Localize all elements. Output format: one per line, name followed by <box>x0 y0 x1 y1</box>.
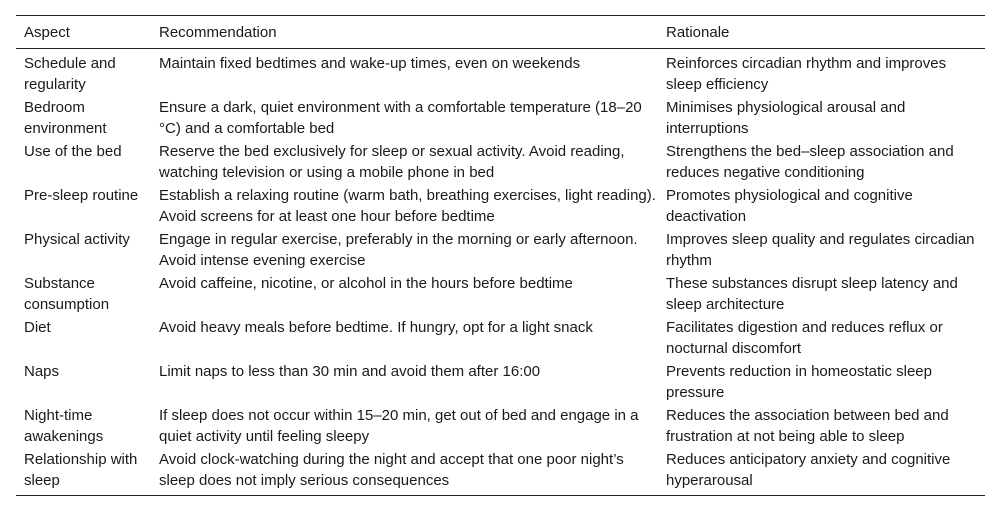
sleep-hygiene-table-container <box>16 15 985 496</box>
recommendation-cell: Maintain fixed bedtimes and wake-up times, even on weekends <box>159 55 581 72</box>
recommendation-cell: Reserve the bed exclusively for sleep or sexual activity. Avoid reading, watching television or using a mobile phone in bed <box>159 143 625 181</box>
aspect-cell: Schedule and regularity <box>24 55 116 93</box>
table-row <box>16 96 985 140</box>
recommendation-cell: If sleep does not occur within 15–20 min, get out of bed and engage in a quiet activity until feeling sleepy <box>159 407 639 445</box>
aspect-cell: Pre-sleep routine <box>24 187 139 204</box>
header-recommendation: Recommendation <box>159 23 277 41</box>
recommendation-cell: Limit naps to less than 30 min and avoid them after 16:00 <box>159 363 541 380</box>
rationale-cell: Minimises physiological arousal and interruptions <box>666 99 906 137</box>
recommendation-cell: Avoid heavy meals before bedtime. If hungry, opt for a light snack <box>159 319 593 336</box>
aspect-cell: Relationship with sleep <box>24 451 138 489</box>
table-row <box>16 140 985 184</box>
header-row <box>16 16 985 49</box>
rationale-cell: Prevents reduction in homeostatic sleep pressure <box>666 363 932 401</box>
recommendation-cell: Ensure a dark, quiet environment with a comfortable temperature (18–20 °C) and a comfortable bed <box>159 99 642 137</box>
rationale-cell: Reduces anticipatory anxiety and cognitive hyperarousal <box>666 451 951 489</box>
table-row <box>16 184 985 228</box>
rationale-cell: Reinforces circadian rhythm and improves sleep efficiency <box>666 55 947 93</box>
table-header <box>16 16 985 49</box>
table-row <box>16 360 985 404</box>
aspect-cell: Naps <box>24 363 60 380</box>
header-aspect: Aspect <box>24 23 70 41</box>
aspect-cell: Substance consumption <box>24 275 110 313</box>
aspect-cell: Use of the bed <box>24 143 122 160</box>
aspect-cell: Diet <box>24 319 51 336</box>
table-row <box>16 448 985 496</box>
table-row <box>16 316 985 360</box>
aspect-cell: Physical activity <box>24 231 130 248</box>
table-row <box>16 272 985 316</box>
table-body <box>16 49 985 496</box>
recommendation-cell: Establish a relaxing routine (warm bath, breathing exercises, light reading). Avoid screens for at least one hour before bedtime <box>159 187 656 225</box>
rationale-cell: Improves sleep quality and regulates circadian rhythm <box>666 231 975 269</box>
recommendation-cell: Avoid clock-watching during the night and accept that one poor night’s sleep does not imply serious consequences <box>159 451 624 489</box>
rationale-cell: Reduces the association between bed and frustration at not being able to sleep <box>666 407 949 445</box>
rationale-cell: Facilitates digestion and reduces reflux or nocturnal discomfort <box>666 319 943 357</box>
table-row <box>16 228 985 272</box>
aspect-cell: Bedroom environment <box>24 99 107 137</box>
recommendation-cell: Engage in regular exercise, preferably in the morning or early afternoon. Avoid intense evening exercise <box>159 231 638 269</box>
sleep-hygiene-table <box>16 15 985 496</box>
rationale-cell: These substances disrupt sleep latency and sleep architecture <box>666 275 958 313</box>
aspect-cell: Night-time awakenings <box>24 407 104 445</box>
table-row <box>16 404 985 448</box>
header-rationale: Rationale <box>666 23 730 41</box>
rationale-cell: Promotes physiological and cognitive deactivation <box>666 187 913 225</box>
recommendation-cell: Avoid caffeine, nicotine, or alcohol in the hours before bedtime <box>159 275 573 292</box>
rationale-cell: Strengthens the bed–sleep association and reduces negative conditioning <box>666 143 954 181</box>
table-row <box>16 49 985 97</box>
